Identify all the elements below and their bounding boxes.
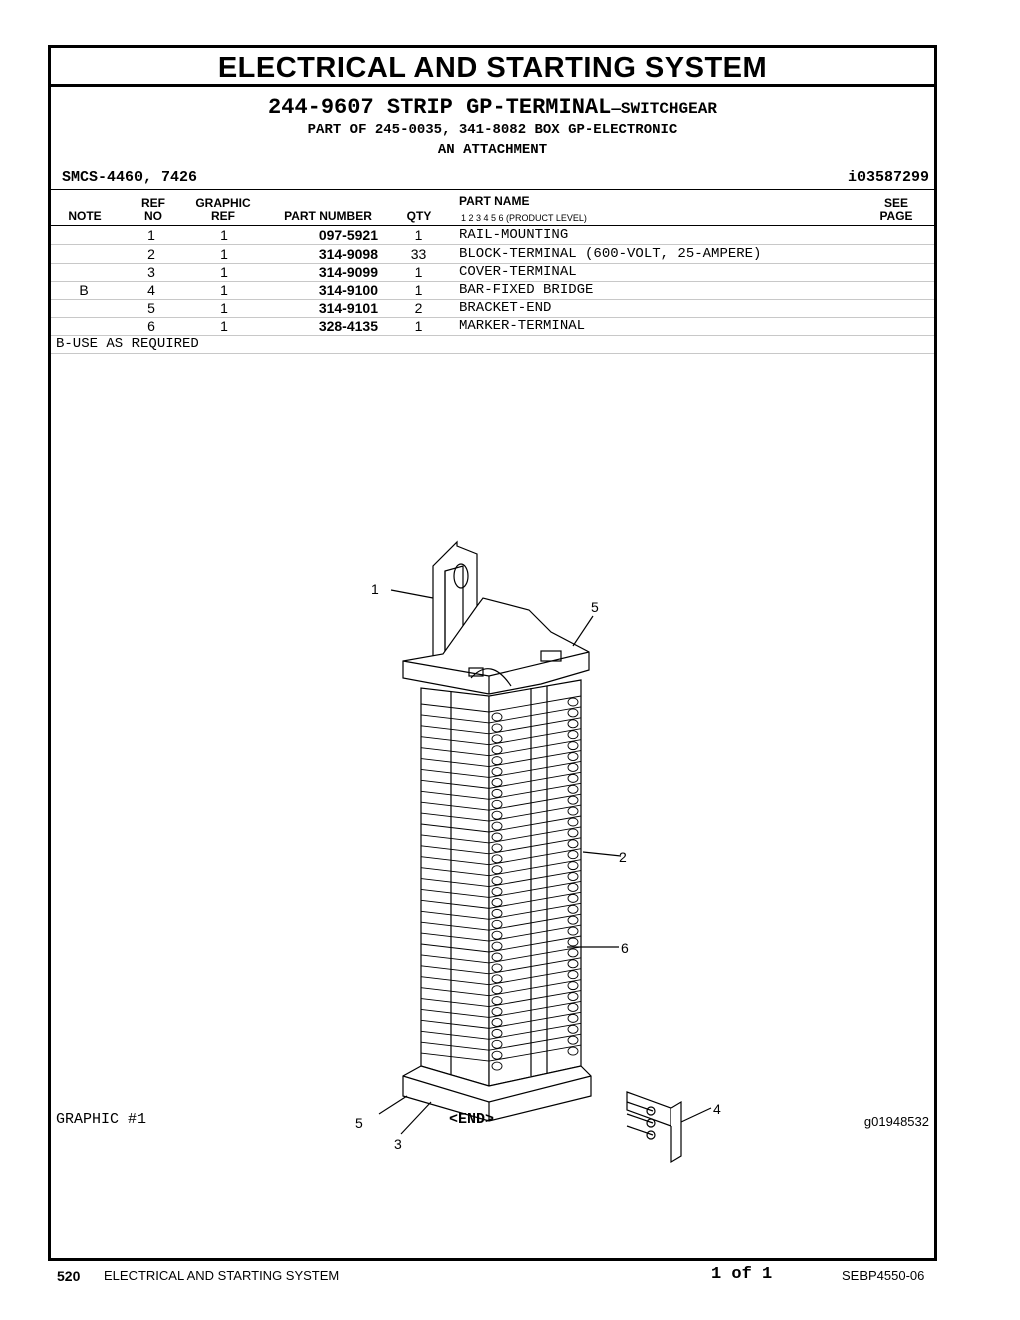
- row-part-number: 314-9099: [318, 264, 378, 280]
- row-part-name: BAR-FIXED BRIDGE: [459, 282, 594, 298]
- header-ref-bottom: NO: [144, 209, 162, 223]
- footer-section: ELECTRICAL AND STARTING SYSTEM: [104, 1268, 340, 1283]
- row-graphic-ref: 1: [220, 264, 228, 280]
- note-b-text: B-USE AS REQUIRED: [56, 336, 199, 352]
- table-row: [51, 299, 934, 318]
- row-part-name: COVER-TERMINAL: [459, 264, 577, 280]
- callout-5-bottom: 5: [355, 1115, 363, 1131]
- row-graphic-ref: 1: [220, 318, 228, 334]
- row-graphic-ref: 1: [220, 227, 228, 243]
- row-graphic-ref: 1: [220, 300, 228, 316]
- page-title: ELECTRICAL AND STARTING SYSTEM: [51, 48, 934, 87]
- row-part-number: 314-9098: [318, 246, 378, 262]
- table-row: [51, 317, 934, 336]
- callout-3: 3: [394, 1136, 402, 1152]
- group-number-name: 244-9607 STRIP GP-TERMINAL: [268, 95, 612, 120]
- header-ref-top: REF: [141, 196, 165, 210]
- row-ref-no: 3: [147, 264, 155, 280]
- group-suffix: —SWITCHGEAR: [611, 100, 717, 118]
- row-qty: 1: [414, 264, 423, 280]
- callout-1: 1: [371, 581, 379, 597]
- header-product-level: 1 2 3 4 5 6 (PRODUCT LEVEL): [461, 213, 587, 223]
- row-part-name: RAIL-MOUNTING: [459, 227, 569, 243]
- row-part-name: BRACKET-END: [459, 300, 552, 316]
- row-graphic-ref: 1: [220, 282, 228, 298]
- row-part-name: BLOCK-TERMINAL (600-VOLT, 25-AMPERE): [459, 246, 762, 262]
- row-part-number: 097-5921: [318, 227, 378, 243]
- callout-6: 6: [621, 940, 629, 956]
- graphic-id: g01948532: [863, 1114, 929, 1129]
- graphic-label: GRAPHIC #1: [56, 1111, 147, 1128]
- row-qty: 1: [414, 282, 423, 298]
- callout-4: 4: [713, 1101, 721, 1117]
- header-part-name: PART NAME: [459, 194, 530, 208]
- attachment-line: AN ATTACHMENT: [437, 142, 548, 158]
- row-ref-no: 6: [147, 318, 155, 334]
- header-see-bottom: PAGE: [879, 209, 913, 223]
- footer-doc-id: SEBP4550-06: [842, 1268, 925, 1283]
- table-top-rule: [51, 189, 934, 190]
- row-qty: 1: [414, 318, 423, 334]
- row-part-name: MARKER-TERMINAL: [459, 318, 586, 334]
- note-rule: [51, 353, 934, 354]
- callout-5-top: 5: [591, 599, 599, 615]
- row-part-number: 314-9101: [318, 300, 378, 316]
- table-row: [51, 263, 934, 282]
- header-graphic-top: GRAPHIC: [195, 196, 251, 210]
- part-of-line: PART OF 245-0035, 341-8082 BOX GP-ELECTRONIC: [307, 122, 678, 138]
- header-part-number: PART NUMBER: [284, 209, 372, 223]
- header-graphic-bottom: REF: [211, 209, 235, 223]
- row-part-number: 314-9100: [318, 282, 378, 298]
- row-qty: 33: [410, 246, 427, 262]
- header-qty: QTY: [406, 209, 432, 223]
- row-qty: 2: [414, 300, 423, 316]
- end-marker: <END>: [449, 1111, 495, 1128]
- row-ref-no: 2: [147, 246, 155, 262]
- footer-page-of: 1 of 1: [711, 1265, 773, 1284]
- smcs-code: SMCS-4460, 7426: [62, 169, 198, 186]
- row-part-number: 328-4135: [318, 318, 378, 334]
- table-row: [51, 226, 934, 245]
- group-title: [51, 95, 934, 120]
- callout-2: 2: [619, 849, 627, 865]
- row-qty: 1: [414, 227, 423, 243]
- row-ref-no: 5: [147, 300, 155, 316]
- table-row: [51, 245, 934, 264]
- row-ref-no: 4: [147, 282, 155, 298]
- table-row: [51, 281, 934, 300]
- footer-page-number: 520: [57, 1268, 81, 1284]
- page-frame: [48, 45, 937, 1261]
- row-graphic-ref: 1: [220, 246, 228, 262]
- row-ref-no: 1: [147, 227, 155, 243]
- row-note: B: [79, 282, 89, 298]
- header-see-top: SEE: [883, 196, 908, 210]
- illustration-id: i03587299: [847, 169, 929, 186]
- header-note: NOTE: [68, 209, 102, 223]
